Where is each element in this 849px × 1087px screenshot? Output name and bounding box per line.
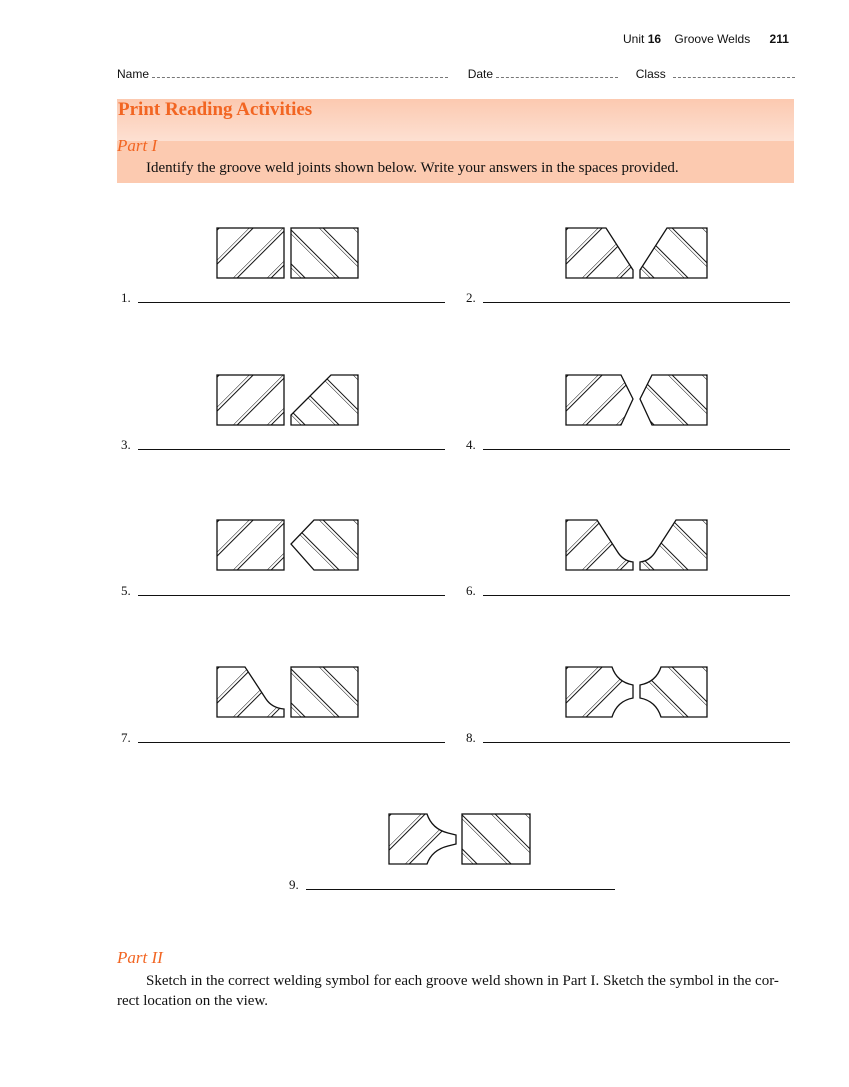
question-number: 7. [121, 730, 131, 745]
answer-line-7[interactable] [138, 742, 445, 743]
part2-instructions-line2: rect location on the view. [117, 993, 269, 1009]
question-number: 8. [466, 730, 476, 745]
part1-instructions: Identify the groove weld joints shown below. Write your answers in the spaces provided. [146, 160, 679, 176]
figure-1-square-groove [216, 227, 361, 279]
part2-instructions-line1: Sketch in the correct welding symbol for each groove weld shown in Part I. Sketch the symbol in the cor- [146, 973, 779, 989]
page-header [623, 32, 789, 46]
figure-8-double-u-groove [565, 666, 710, 718]
name-label: Name [117, 67, 150, 81]
answer-line-8[interactable] [483, 742, 790, 743]
figure-2-v-groove [565, 227, 710, 279]
answer-line-5[interactable] [138, 595, 445, 596]
figure-6-u-groove [565, 519, 710, 571]
class-field[interactable] [673, 65, 795, 78]
answer-line-4[interactable] [483, 449, 790, 450]
answer-line-2[interactable] [483, 302, 790, 303]
part2-heading: Part II [117, 948, 163, 967]
figure-4-double-v-groove [565, 374, 710, 426]
question-number: 3. [121, 437, 131, 452]
question-number: 6. [466, 583, 476, 598]
unit-title: Groove Welds [674, 32, 751, 46]
answer-line-3[interactable] [138, 449, 445, 450]
question-number: 4. [466, 437, 476, 452]
section-title: Print Reading Activities [118, 99, 313, 120]
question-number: 1. [121, 290, 131, 305]
figure-9-double-j-groove [388, 813, 533, 867]
name-field[interactable] [152, 65, 448, 78]
figure-5-double-bevel-groove [216, 519, 361, 571]
figure-3-bevel-groove [216, 374, 361, 426]
question-number: 9. [289, 877, 299, 892]
part1-heading: Part I [117, 136, 158, 155]
unit-number: 16 [647, 32, 662, 46]
part2-instructions [117, 971, 797, 1011]
class-label: Class [635, 67, 666, 81]
answer-line-9[interactable] [306, 889, 615, 890]
question-number: 2. [466, 290, 476, 305]
page-number: 211 [769, 32, 789, 46]
unit-label: Unit [623, 32, 645, 46]
student-info-row [117, 65, 797, 81]
date-label: Date [467, 67, 494, 81]
figure-7-j-groove [216, 666, 361, 718]
date-field[interactable] [496, 65, 618, 78]
answer-line-1[interactable] [138, 302, 445, 303]
question-number: 5. [121, 583, 131, 598]
answer-line-6[interactable] [483, 595, 790, 596]
